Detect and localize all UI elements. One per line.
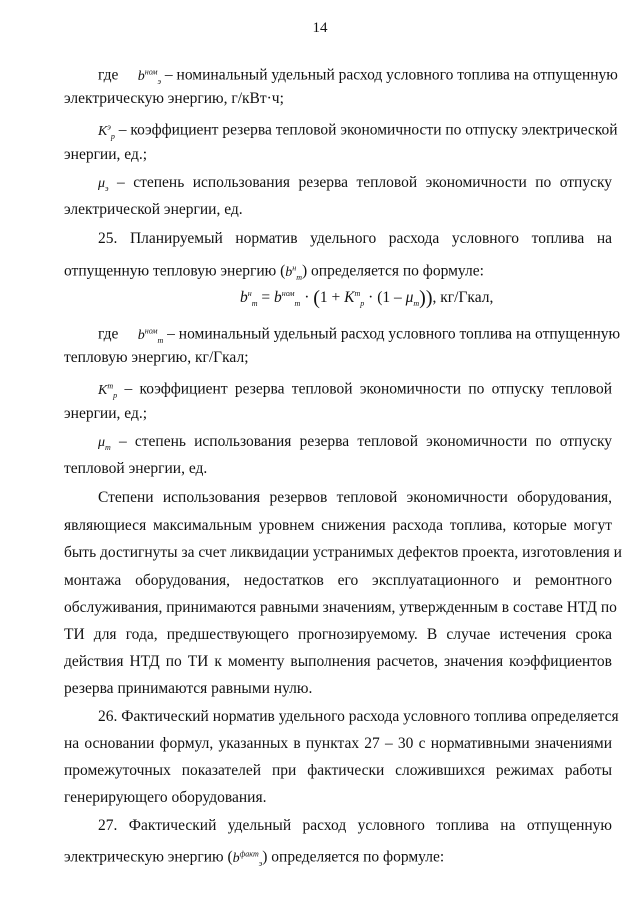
symbol-k-p-t: $K^т_р$ [98, 381, 118, 400]
symbol-mu-t: $\mu_т$ [98, 435, 111, 452]
paragraph-line: ТИ для года, предшествующего прогнозируемому. В случае истечения срока [64, 626, 612, 643]
definition-line: $K^т_р$ – коэффициент резерва тепловой экономичности по отпуску тепловой [98, 380, 613, 400]
text-line: электрическую энергию, г/кВт·ч; [64, 90, 284, 107]
definition-line: где $b^{ном}_т$ – номинальный удельный расход условного топлива на отпущенную [98, 325, 621, 345]
text-line: электрической энергии, ед. [64, 201, 243, 218]
paragraph-line: резерва принимаются равными нулю. [64, 680, 313, 697]
symbol-b-e-nom: $b^{ном}_э$ [137, 67, 162, 86]
definition-line: $\mu_т$ – степень использования резерва тепловой экономичности по отпуску [98, 433, 613, 452]
formula-heat: $b^н_т = b^{ном}_т \cdot (1 + K^т_р \cdot (1 - \mu_т))$, кг/Гкал, [240, 287, 494, 309]
text-line: тепловую энергию, кг/Гкал; [64, 349, 249, 366]
symbol-mu-e: $\mu_э$ [98, 176, 109, 193]
paragraph-line: 27. Фактический удельный расход условного топлива на отпущенную [98, 817, 612, 834]
paragraph-line: 26. Фактический норматив удельного расхода условного топлива определяется [98, 708, 619, 725]
definition-line [64, 62, 618, 91]
paragraph-line: генерирующего оборудования. [64, 789, 267, 806]
paragraph-line: быть достигнуты за счет ликвидации устранимых дефектов проекта, изготовления и [64, 544, 622, 561]
paragraph-line: монтажа оборудования, недостатков его эксплуатационного и ремонтного [64, 572, 612, 589]
definition-text: – номинальный удельный расход условного топлива на отпущенную [164, 66, 618, 84]
symbol-b-t-n: $b^н_т$ [285, 263, 302, 282]
text-line: энергии, ед.; [64, 405, 148, 422]
paragraph-line: Степени использования резервов тепловой экономичности оборудования, [98, 489, 612, 506]
paragraph-line: 25. Планируемый норматив удельного расхода условного топлива на [98, 230, 612, 247]
paragraph-line: на основании формул, указанных в пунктах 27 – 30 с нормативными значениями [64, 735, 612, 752]
symbol-b-e-fakt: $b^{факт}_э$ [232, 849, 263, 868]
paragraph-line: являющиеся максимальным уровнем снижения расхода топлива, которые могут [64, 517, 612, 534]
paragraph-line: промежуточных показателей при фактически сложившихся режимах работы [64, 762, 612, 779]
definition-text: – коэффициент резерва тепловой экономичности по отпуску электрической [118, 121, 618, 139]
definition-text: – степень использования резерва тепловой экономичности по отпуску [117, 174, 613, 191]
symbol-b-t-nom: $b^{ном}_т$ [137, 326, 164, 345]
symbol-k-p-e: $K^э_р$ [98, 122, 115, 141]
text-line: электрическую энергию $(b^{факт}_э)$ определяется по формуле: [64, 848, 445, 868]
text-line: энергии, ед.; [64, 146, 148, 163]
paragraph-line: действия НТД по ТИ к моменту выполнения расчетов, значения коэффициентов [64, 653, 612, 670]
where-word: где [98, 66, 119, 84]
text-line: отпущенную тепловую энергию $(b^н_т)$ определяется по формуле: [64, 262, 484, 282]
paragraph-line: обслуживания, принимаются равными значениям, утвержденным в составе НТД по [64, 599, 617, 616]
definition-line [64, 173, 612, 199]
page-number: 14 [312, 20, 328, 36]
definition-line [64, 117, 618, 146]
text-line: тепловой энергии, ед. [64, 460, 208, 477]
